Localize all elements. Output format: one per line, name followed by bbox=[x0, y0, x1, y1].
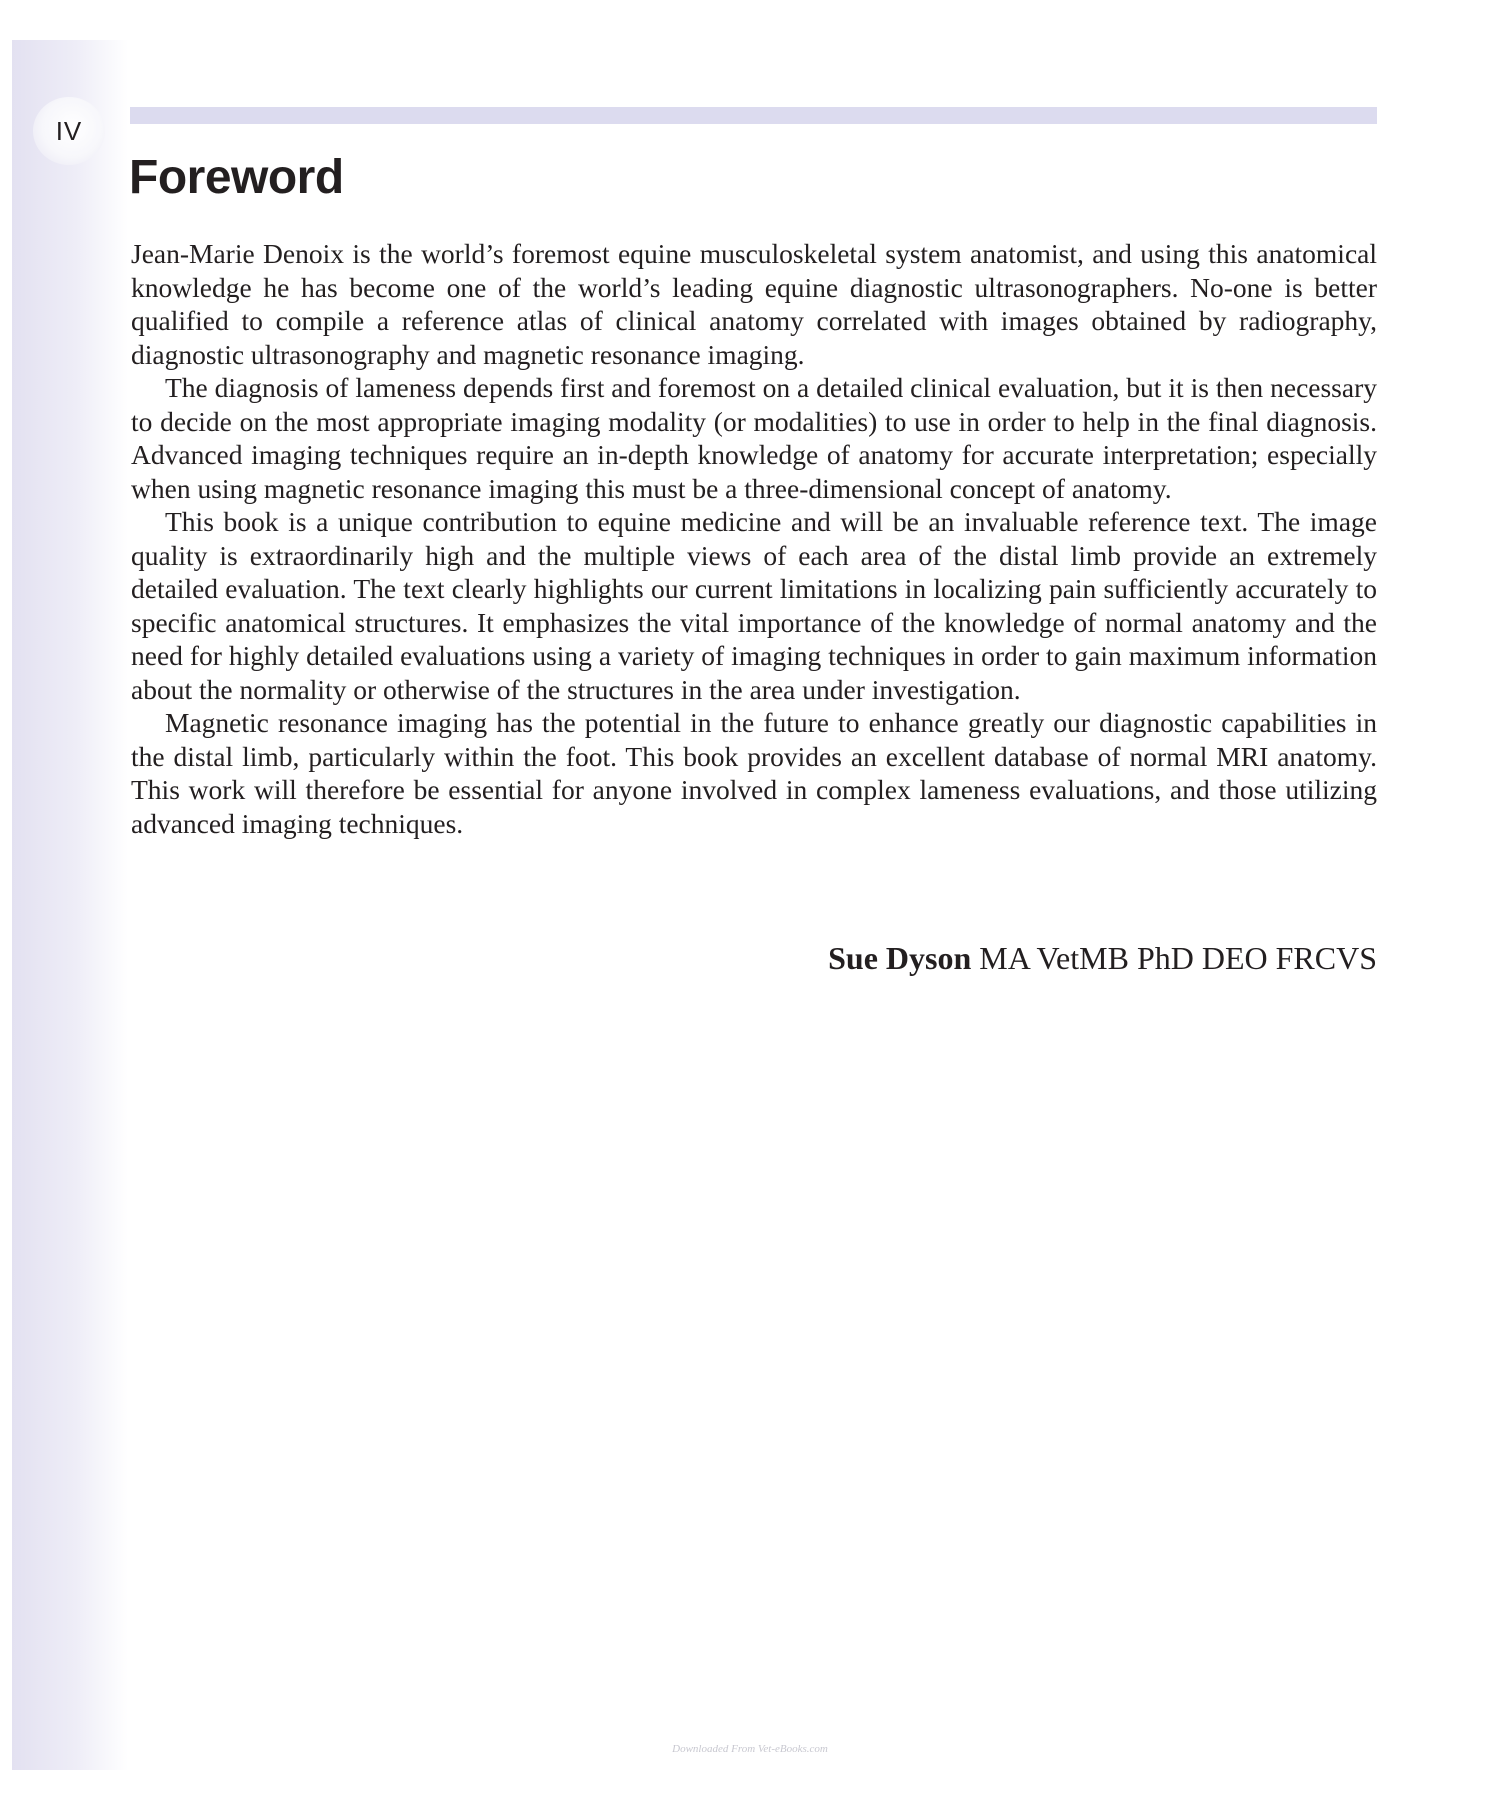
paragraph: This book is a unique contribution to equine medicine and will be an invaluable reference text. The image quality is extraordinarily high and the multiple views of each area of the distal limb provide an extremely detailed evaluation. The text clearly highlights our current limitations in localizing pain sufficiently accurately to specific anatomical structures. It emphasizes the vital importance of the knowledge of normal anatomy and the need for highly detailed evaluations using a variety of imaging techniques in order to gain maximum information about the normality or otherwise of the structures in the area under investigation. bbox=[131, 506, 1377, 705]
page-number-badge bbox=[33, 97, 105, 165]
footer-watermark: Downloaded From Vet-eBooks.com bbox=[672, 1743, 828, 1755]
page-number: IV bbox=[55, 115, 83, 146]
page-title: Foreword bbox=[129, 151, 344, 204]
header-accent-bar bbox=[130, 107, 1377, 124]
side-margin-strip bbox=[12, 40, 128, 1770]
paragraph: Magnetic resonance imaging has the potential in the future to enhance greatly our diagnostic capabilities in the distal limb, particularly within the foot. This book provides an excellent database of normal MRI anatomy. This work will therefore be essential for anyone involved in complex lameness evaluations, and those utilizing advanced imaging techniques. bbox=[131, 707, 1377, 839]
foreword-body bbox=[131, 237, 1377, 840]
author-credentials: MA VetMB PhD DEO FRCVS bbox=[979, 940, 1377, 976]
author-name: Sue Dyson bbox=[828, 940, 972, 976]
author-signature bbox=[131, 938, 1377, 978]
paragraph: The diagnosis of lameness depends first and foremost on a detailed clinical evaluation, but it is then necessary to decide on the most appropriate imaging modality (or modalities) to use in order to help in the final diagnosis. Advanced imaging techniques require an in-depth knowledge of anatomy for accurate interpretation; especially when using magnetic resonance imaging this must be a three-dimensional concept of anatomy. bbox=[131, 372, 1377, 504]
paragraph: Jean-Marie Denoix is the world’s foremost equine musculoskeletal system anatomist, and using this anatomical knowledge he has become one of the world’s leading equine diagnostic ultrasonographers. No-one is better qualified to compile a reference atlas of clinical anatomy correlated with images obtained by radiography, diagnostic ultrasonography and magnetic resonance imaging. bbox=[131, 238, 1377, 370]
